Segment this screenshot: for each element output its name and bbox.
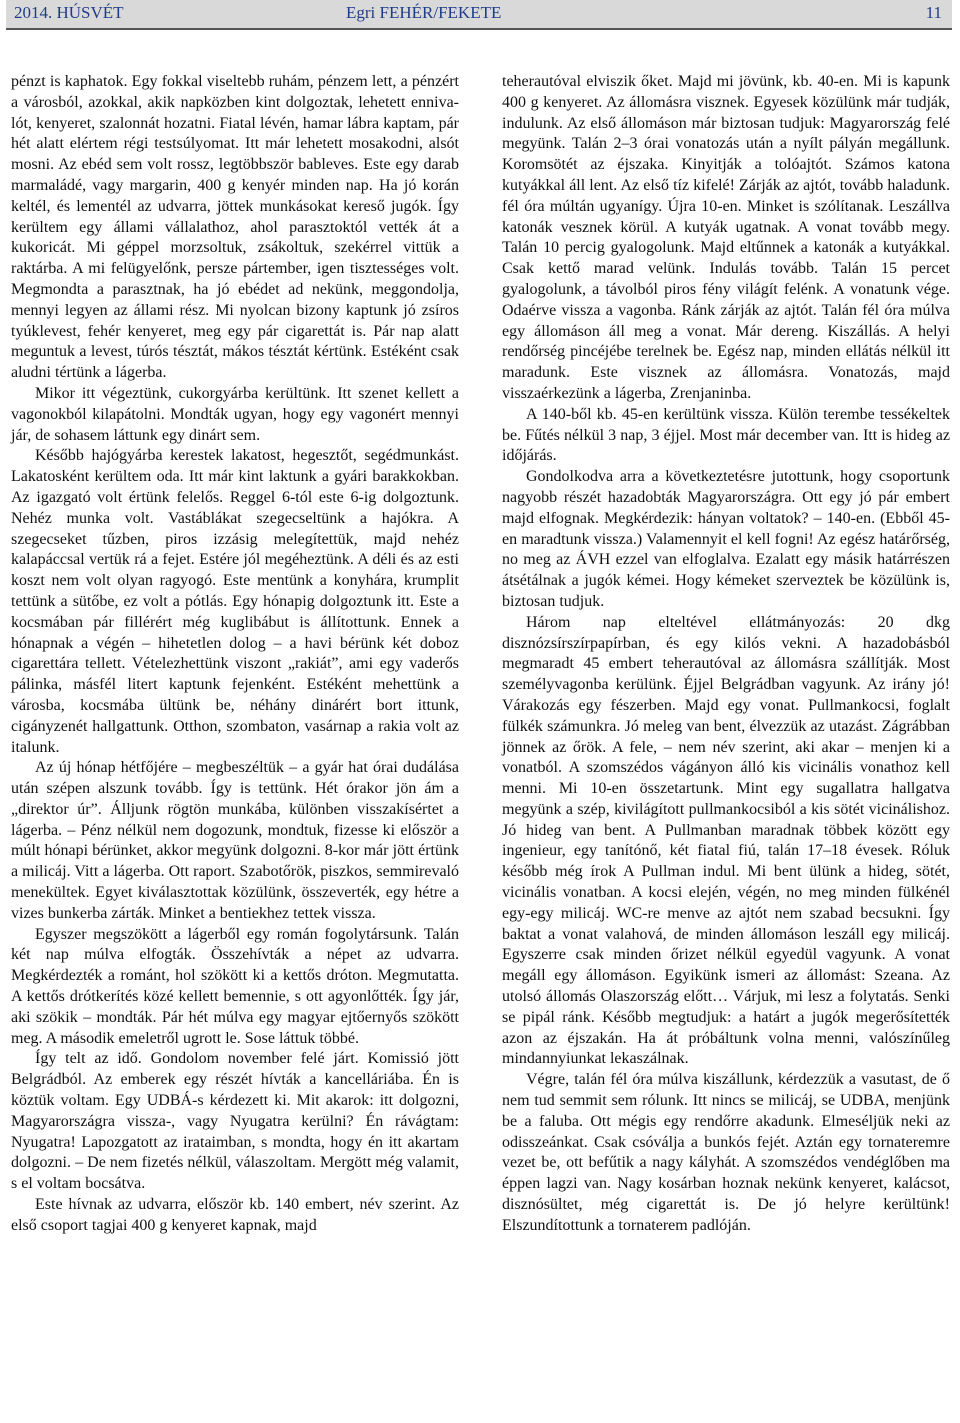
paragraph: Később hajógyárba kerestek lakatost, hegesztőt, segédmunkást. Lakatosként kerültem oda. Itt már kint laktunk a gyári barakkokban. Az igazgató volt értünk felelős. Reggel 6-tól este 6-ig dolgoztunk. Nehéz munka volt. Vastáblákat szegecseltünk a hajókra. A szegecseket tűzben, piros izzásig melegítettük, majd nehéz kalapáccsal vertük rá a fejet. Estére jól megéheztünk. A déli és az esti koszt nem volt olyan ragyogó. Este mentünk a konyhára, krumplit tettünk a sütőbe, ez volt a pótlás. Egy hónapig dolgoztunk itt. Este a kocsmában pár fillérért még kuglibábut is állítottunk. Ennek a hónapnak a végén – hihetetlen dolog – a havi bérünk két doboz cigarettára tellett. Vételezhettünk viszont „rakiát”, ami egy vaderős pálinka, másfél litert kaptunk fejenként. Estéként mehettünk a városba, kocsmába ültünk be, néhány dinárért bort ittunk, cigányzenét hallgattunk. Otthon, szombaton, vasárnap a rakia volt az italunk.: [11, 447, 459, 756]
paragraph: Az új hónap hétfőjére – megbeszéltük – a gyár hat órai dudálása után szépen alszunk tovább. Így is tettünk. Hét órakor jön ám a „direktor úr”. Álljunk rögtön munkába, különben visszakísértet a lágerba. – Pénz nélkül nem dogozunk, mondtuk, fizesse ki először a múlt hónapi bérünket, akkor megyünk dolgozni. 8-kor már jött értünk a milicáj. Vitt a lágerba. Ott raport. Szabotőrök, piszkos, semmirevaló menekültek. Egyet kiválasztottak közülünk, összeverték, egy hétre a vizes bunkerba zárták. Minket a bentiekhez tettek vissza.: [11, 759, 459, 922]
page-number: 11: [925, 3, 942, 22]
paragraph: teherautóval elviszik őket. Majd mi jövünk, kb. 40-en. Mi is kapunk 400 g kenyeret. Az állomásra visznek. Egyesek közülünk már tudják, indulunk. Az első állomáson már biztosan tudjuk: Magyarország felé megyünk. Talán 2–3 órai vonatozás után a nyílt pályán megállunk. Koromsötét az éjszaka. Kinyitják a tolóajtót. Számos katona kutyákkal áll lent. Az első tíz kifelé! Zárják az ajtót, tovább haladunk. fél óra múltán ugyanígy. Újra 10-en. Minket is szólítanak. Leszállva katonák vesznek körül. A kutyák ugatnak. A vonat tovább megy. Talán 10 percig gyalogolunk. Majd eltűnnek a katonák a kutyákkal. Csak kettő marad velünk. Indulás tovább. Talán 15 percet gyalogolunk, a távolból piros fény világít felénk. A vonatunk vége. Odaérve vissza a vagonba. Ránk zárják az ajtót. Talán fél óra múlva egy állomáson áll meg a vonat. Már dereng. Kiszállás. A helyi rendőrség pincéjébe terelnek be. Egész nap, minden ellátás nélkül itt maradunk. Este visznek az állomásra. Vonatozás, majd visszaérkezünk a lágerba, Zrenjaninba.: [502, 73, 950, 402]
paragraph: Mikor itt végeztünk, cukorgyárba kerültünk. Itt szenet kellett a vagonokból kilapátolni. Mondták ugyan, hogy egy vagonért mennyi jár, de sohasem láttunk egy dinárt sem.: [11, 384, 459, 444]
page-header: [6, 0, 952, 30]
paragraph: Egyszer megszökött a lágerből egy román fogolytársunk. Talán két nap múlva elfogták. Összehívták a népet az udvarra. Megkérdezték a románt, hol szökött ki a kettős dróton. Megmutatta. A kettős drótkerítés közé kellett bemennie, s ott agyonlőtték. Így jár, aki szökik – mondták. Pár hét múlva egy magyar ejtőernyős szökött meg. A második emeletről ugrott le. Sose láttuk többé.: [11, 925, 459, 1047]
paragraph: Gondolkodva arra a következtetésre jutottunk, hogy csoportunk nagyobb részét hazadobták Magyarországra. Ott egy jó pár embert majd elfognak. Megkérdezik: hányan voltatok? – 140-en. (Ebből 45-en maradtunk vissza.) Valamennyit el kell fogni! Az egész határőrség, no meg az ÁVH ezzel van elfoglalva. Ezalatt egy másik határrészen átsétálnak a jugók kémei. Hogy kémeket szerveztek be közülünk is, biztosan tudjuk.: [502, 468, 950, 610]
paragraph: Így telt az idő. Gondolom november felé járt. Komissió jött Belgrádból. Az emberek egy részét hívták a kancelláriába. Én is köztük voltam. Egy UDBÁ-s kérdezett ki. Mit akarok: itt dolgozni, Magyarországra vissza-, vagy Nyugatra kerülni? Én rávágtam: Nyugatra! Lapozgatott az irataimban, s mondta, hogy én itt akartam dolgozni. – De nem fizetés nélkül, válaszoltam. Mergött még valamit, s el voltam bocsátva.: [11, 1050, 459, 1193]
issue-date: 2014. HÚSVÉT: [14, 3, 124, 22]
paragraph: A 140-ből kb. 45-en kerültünk vissza. Külön terembe tessékeltek be. Fűtés nélkül 3 nap, 3 éjjel. Most már december van. Itt is hideg az időjárás.: [502, 405, 950, 465]
publication-title: Egri FEHÉR/FEKETE: [346, 3, 502, 22]
paragraph: Három nap elteltével ellátmányozás: 20 dkg disznózsírszírpapírban, és egy kilós vekni. A hazadobásból megmaradt 45 embert teherautóval az állomásra szállítják. Most személyvagonba kerülünk. Éjjel Belgrádban vagyunk. Az irány jó! Várakozás egy fészerben. Majd egy vonat. Pullmankocsi, foglalt fülkék számunkra. Jó meleg van bent, élvezzük az utazást. Zágrábban jönnek az őrök. A fele, – nem név szerint, aki akar – menjen ki a vonatból. A szomszédos vágányon álló kis vicinális vonathoz kell menni. Mi 10-en összetartunk. Mint egy sugallatra hallgatva megyünk a szép, kivilágított pullmankocsiból a kis sötét vicinálishoz. Jó hideg van bent. A Pullmanban maradnak többek között egy ingenieur, egy tanítónő, két fiatal fiú, talán 17–18 évesek. Róluk később még írok A Pullman indul. Mi bent ülünk a hideg, sötét, vicinális vonatban. A kocsi elején, végén, no meg minden fülkénél egy-egy milicáj. WC-re menve az ajtót nem szabad becsukni. Így baktat a vonat valahová, de minden állomáson leszáll egy milicáj. Egyszerre csak minden őrizet nélkül egyedül vagyunk. A vonat megáll egy állomáson. Egyikünk ismeri az állomást: Szeana. Az utolsó állomás Olaszország előtt… Várjuk, mi lesz a folytatás. Senki se pipál ránk. Később megtudjuk: a határt a jugók megerősítették azon az éjszakán. Ha át próbáltunk volna menni, valószínűleg mindannyiunkat lekaszálnak.: [502, 613, 950, 1068]
paragraph: Este hívnak az udvarra, először kb. 140 embert, név szerint. Az első csoport tagjai 400 g kenyeret kapnak, majd: [11, 1196, 459, 1234]
paragraph: Végre, talán fél óra múlva kiszállunk, kérdezzük a vasutast, de ő nem tud semmit sem rólunk. Itt nincs se milicáj, se UDBA, menjünk be a faluba. Ott mégis egy rendőrre akadunk. Elmeséljük neki az odisszeánkat. Csak csóválja a bunkós fejét. Aztán egy tornateremre vezet be, ott befűtik a nagy kályhát. A szomszédos vendéglőben ma éppen lagzi van. Nagy kosárban hoznak nekünk kenyeret, kalácsot, disznósültet, még cigarettát is. De jó helyre kerültünk! Elszundítottunk a tornaterem padlóján.: [502, 1071, 950, 1234]
left-column: [11, 72, 459, 1237]
right-column: [502, 72, 950, 1237]
paragraph: pénzt is kaphatok. Egy fokkal viseltebb ruhám, pénzem lett, a pénzért a városból, azokkal, akik napközben kint dolgoztak, lehetett ennivalót, kenyeret, szalonnát hozatni. Fiatal lévén, hamar lábra kaptam, pár hét alatt elértem régi testsúlyomat. Itt már lehetett mosakodni, alsót mosni. Az ebéd sem volt rossz, legtöbbször bableves. Este egy darab marmaládé, vagy margarin, 400 g kenyér minden nap. Ha jó korán keltél, és lementél az udvarra, jöttek munkásokat kereső jugók. Így kerültem egy állami vállalathoz, ahol parasztoktól vették át a kukoricát. Mi géppel morzsoltuk, zsákoltuk, szekérrel vittük a raktárba. A mi felügyelőnk, persze pártember, igen tisztességes volt. Megmondta a parasztnak, ha jó ebédet ad nekünk, meggondolja, mennyi legyen az állami rész. Mi nyolcan bizony kaptunk jó zsíros tyúklevest, fehér kenyeret, meg egy pár cigarettát is. Pár nap alatt meguntuk a levest, túrós tésztát, mákos tésztát kértünk. Estéként csak aludni tértünk a lágerba.: [11, 73, 459, 382]
